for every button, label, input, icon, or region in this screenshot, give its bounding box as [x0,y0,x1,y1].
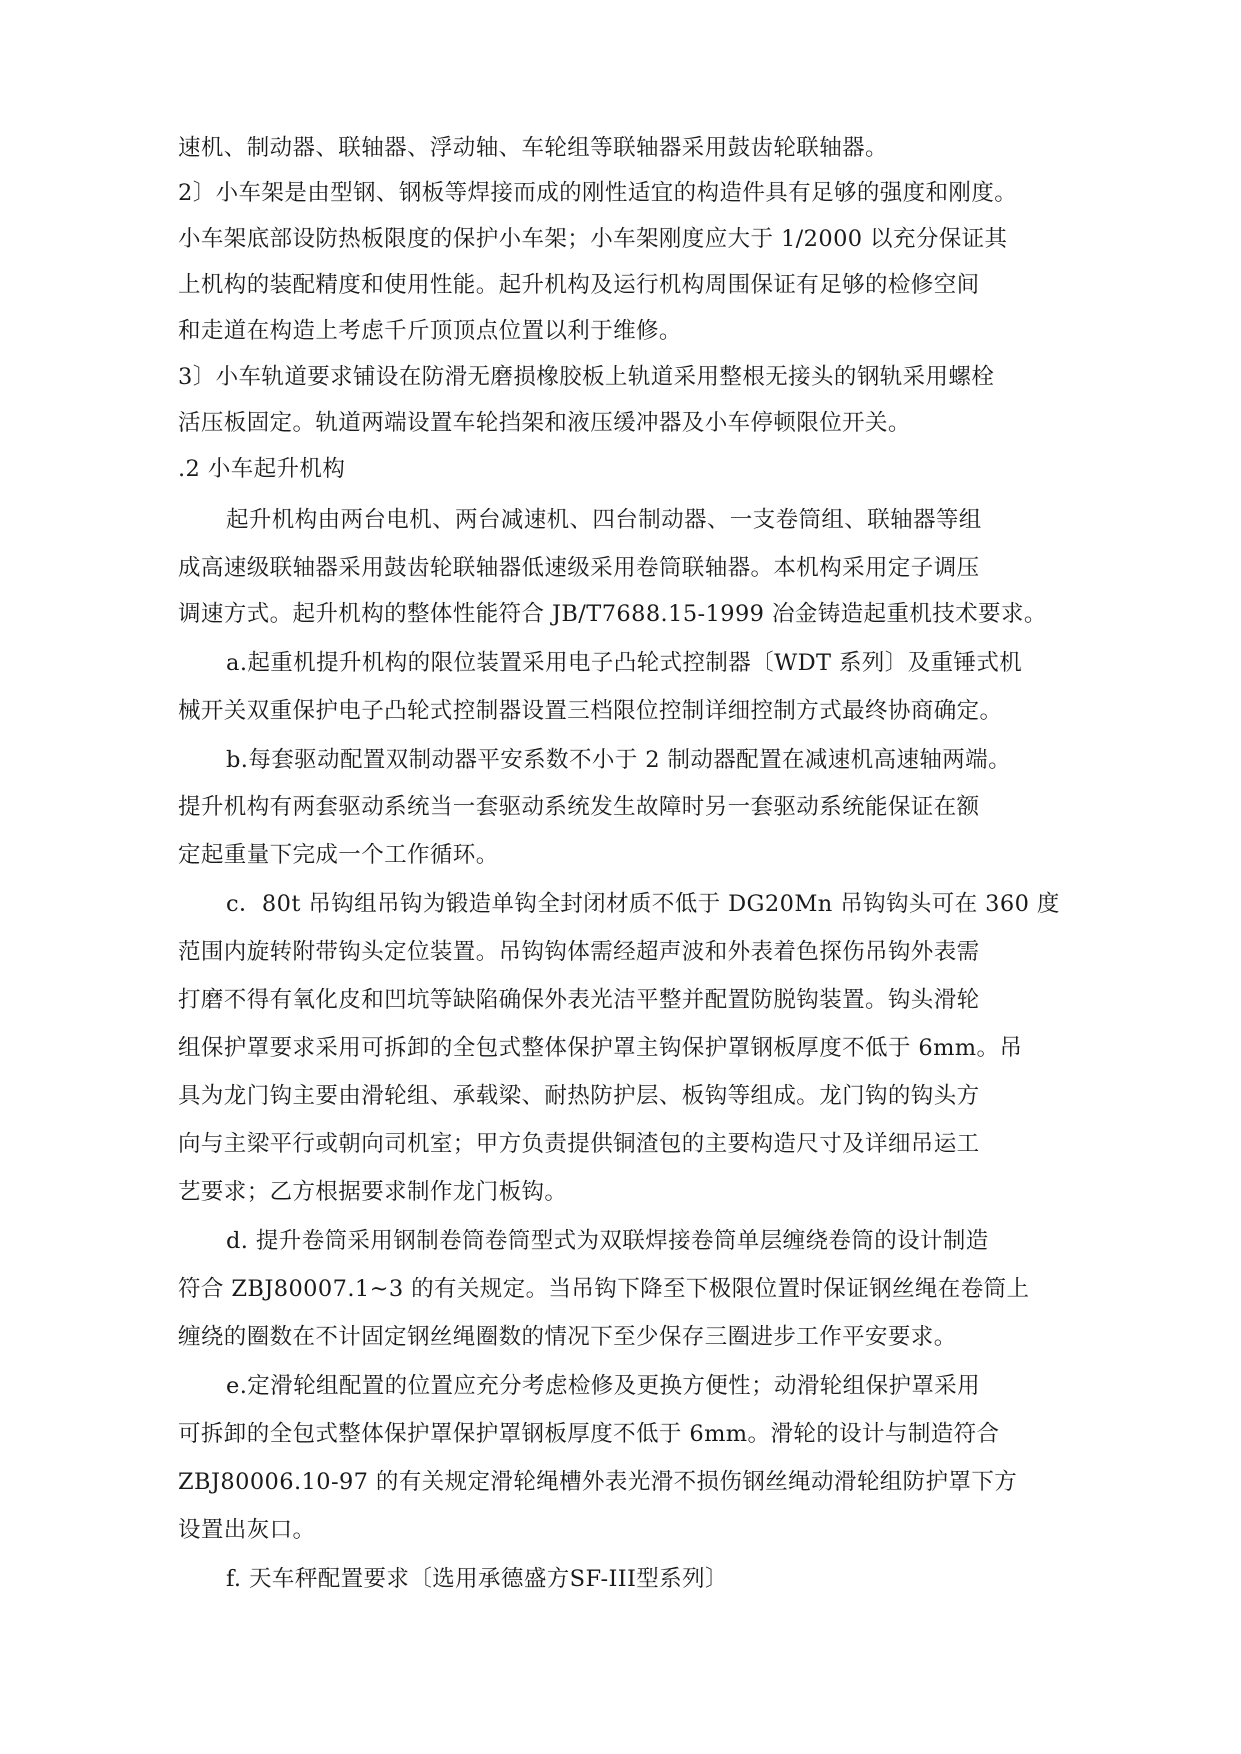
text-line: 成高速级联轴器采用鼓齿轮联轴器低速级采用卷筒联轴器。本机构采用定子调压 [178,555,980,581]
text-line: 速机、制动器、联轴器、浮动轴、车轮组等联轴器采用鼓齿轮联轴器。 [178,135,888,161]
text-line: 组保护罩要求采用可拆卸的全包式整体保护罩主钩保护罩钢板厚度不低于 6mm。吊 [178,1035,1023,1061]
text-line: 提升机构有两套驱动系统当一套驱动系统发生故障时另一套驱动系统能保证在额 [178,794,980,820]
text-line: 向与主梁平行或朝向司机室；甲方负责提供铜渣包的主要构造尺寸及详细吊运工 [178,1131,980,1157]
text-line: 打磨不得有氧化皮和凹坑等缺陷确保外表光洁平整并配置防脱钩装置。钩头滑轮 [178,987,980,1013]
text-line: 2〕小车架是由型钢、钢板等焊接而成的刚性适宜的构造件具有足够的强度和刚度。 [178,180,1018,206]
text-line: a.起重机提升机构的限位装置采用电子凸轮式控制器〔WDT 系列〕及重锤式机 [226,650,1023,676]
text-line: 小车架底部设防热板限度的保护小车架；小车架刚度应大于 1/2000 以充分保证其 [178,226,1008,252]
text-line: ZBJ80006.10-97 的有关规定滑轮绳槽外表光滑不损伤钢丝绳动滑轮组防护罩下方 [178,1469,1018,1495]
text-line: 设置出灰口。 [178,1517,316,1543]
text-line: 起升机构由两台电机、两台减速机、四台制动器、一支卷筒组、联轴器等组 [226,507,982,533]
section-heading: .2 小车起升机构 [178,456,346,482]
text-line: 和走道在构造上考虑千斤顶顶点位置以利于维修。 [178,318,682,344]
text-line: e.定滑轮组配置的位置应充分考虑检修及更换方便性；动滑轮组保护罩采用 [226,1373,981,1399]
text-line: 上机构的装配精度和使用性能。起升机构及运行机构周围保证有足够的检修空间 [178,272,980,298]
text-line: 范围内旋转附带钩头定位装置。吊钩钩体需经超声波和外表着色探伤吊钩外表需 [178,939,980,965]
text-line: 械开关双重保护电子凸轮式控制器设置三档限位控制详细控制方式最终协商确定。 [178,698,1003,724]
text-line: 调速方式。起升机构的整体性能符合 JB/T7688.15-1999 冶金铸造起重机技术要求。 [178,601,1047,627]
text-line: d. 提升卷筒采用钢制卷筒卷筒型式为双联焊接卷筒单层缠绕卷筒的设计制造 [226,1228,989,1254]
text-line: 符合 ZBJ80007.1~3 的有关规定。当吊钩下降至下极限位置时保证钢丝绳在卷筒上 [178,1276,1030,1302]
text-line: c．80t 吊钩组吊钩为锻造单钩全封闭材质不低于 DG20Mn 吊钩钩头可在 360 度 [226,891,1060,917]
text-line: b.每套驱动配置双制动器平安系数不小于 2 制动器配置在减速机高速轴两端。 [226,747,1011,773]
text-line: 艺要求；乙方根据要求制作龙门板钩。 [178,1179,568,1205]
text-line: 活压板固定。轨道两端设置车轮挡架和液压缓冲器及小车停顿限位开关。 [178,410,911,436]
text-line: 缠绕的圈数在不计固定钢丝绳圈数的情况下至少保存三圈进步工作平安要求。 [178,1324,957,1350]
text-line: 3〕小车轨道要求铺设在防滑无磨损橡胶板上轨道采用整根无接头的钢轨采用螺栓 [178,364,995,390]
text-line: 定起重量下完成一个工作循环。 [178,842,499,868]
text-line: 具为龙门钩主要由滑轮组、承载梁、耐热防护层、板钩等组成。龙门钩的钩头方 [178,1083,980,1109]
text-line: 可拆卸的全包式整体保护罩保护罩钢板厚度不低于 6mm。滑轮的设计与制造符合 [178,1421,1000,1447]
text-line: f. 天车秤配置要求〔选用承德盛方SF-III型系列〕 [226,1566,728,1592]
